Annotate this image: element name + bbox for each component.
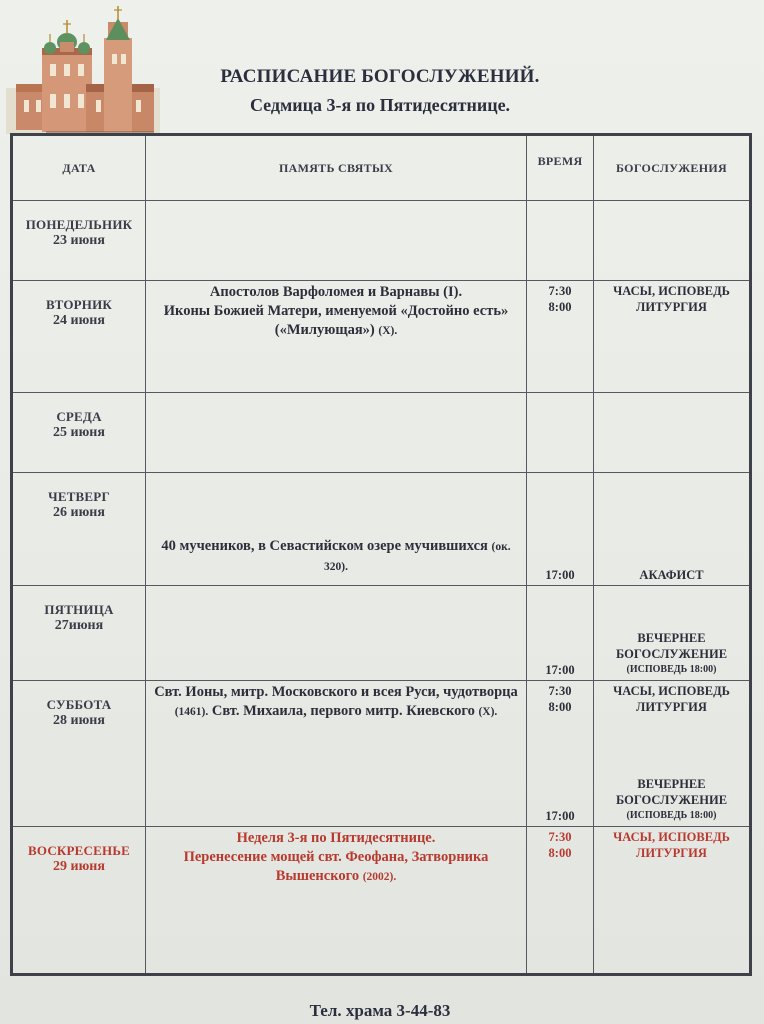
service-name: ЧАСЫ, ИСПОВЕДЬ (613, 830, 730, 844)
time-cell (527, 586, 594, 681)
saints-line: Неделя 3-я по Пятидесятнице. (236, 830, 436, 846)
day-cell (12, 827, 146, 975)
day-name: ЧЕТВЕРГ (48, 489, 110, 504)
saints-text: 40 мучеников, в Севастийском озере мучившихся (161, 538, 492, 554)
saints-year: (ок. 320). (324, 541, 511, 573)
day-date: 26 июня (53, 505, 105, 520)
header-row (12, 135, 751, 201)
saints-year: (X). (378, 325, 398, 337)
service-name: ЛИТУРГИЯ (636, 300, 707, 314)
saints-cell (146, 827, 527, 975)
page-subtitle: Седмица 3-я по Пятидесятнице. (249, 95, 511, 115)
saints-cell (146, 281, 527, 393)
services-cell (594, 827, 751, 975)
column-header-date: ДАТА (12, 135, 146, 201)
day-date: 23 июня (53, 233, 105, 248)
table-row-monday (12, 201, 751, 281)
saints-line: Апостолов Варфоломея и Варнавы (I). (209, 284, 463, 300)
saints-text: Перенесение мощей свт. Феофана, Затворника Вышенского (183, 849, 489, 884)
saints-cell (146, 201, 527, 281)
day-name: ПЯТНИЦА (44, 602, 114, 617)
service-name: ЛИТУРГИЯ (636, 846, 707, 860)
service-name: ВЕЧЕРНЕЕ (637, 631, 706, 645)
service-name-evening: АКАФИСТ (639, 568, 704, 582)
saints-cell (146, 393, 527, 473)
saints-text: Свт. Михаила, первого митр. Киевского (208, 703, 479, 719)
time-cell (527, 281, 594, 393)
saints-line (154, 683, 518, 722)
services-cell (594, 681, 751, 827)
service-name: ЛИТУРГИЯ (636, 700, 707, 714)
services-cell (594, 281, 751, 393)
saints-cell (146, 473, 527, 586)
day-name: ВОСКРЕСЕНЬЕ (27, 843, 130, 858)
saints-cell (146, 681, 527, 827)
time-value-evening: 17:00 (545, 809, 575, 823)
day-name: ПОНЕДЕЛЬНИК (25, 217, 133, 232)
day-cell (12, 393, 146, 473)
table-row-tuesday (12, 281, 751, 393)
services-cell (594, 393, 751, 473)
service-evening-block (594, 776, 749, 824)
column-header-saints: ПАМЯТЬ СВЯТЫХ (146, 135, 527, 201)
day-name: ВТОРНИК (45, 297, 113, 312)
time-value: 8:00 (548, 300, 572, 314)
time-cell (527, 201, 594, 281)
saints-text: Иконы Божией Матери, именуемой «Достойно есть» («Милующая») (163, 303, 509, 338)
time-value: 7:30 (548, 684, 572, 698)
table-row-saturday (12, 681, 751, 827)
day-cell (12, 681, 146, 827)
day-name: СУББОТА (46, 697, 112, 712)
church-illustration (6, 4, 160, 134)
saints-text: Свт. Ионы, митр. Московского и всея Руси, чудотворца (154, 684, 518, 700)
saints-year: (1461). (174, 706, 209, 718)
day-date: 25 июня (53, 425, 105, 440)
saints-cell (146, 586, 527, 681)
time-value-evening: 17:00 (545, 663, 575, 677)
time-value: 7:30 (548, 830, 572, 844)
church-phone: Тел. храма 3-44-83 (309, 1001, 451, 1020)
table-row-thursday (12, 473, 751, 586)
time-value: 8:00 (548, 700, 572, 714)
day-date: 29 июня (53, 859, 105, 874)
table-row-friday (12, 586, 751, 681)
service-name: ЧАСЫ, ИСПОВЕДЬ (613, 284, 730, 298)
day-name: СРЕДА (56, 409, 102, 424)
saints-year: (2002). (362, 871, 397, 883)
page-title: РАСПИСАНИЕ БОГОСЛУЖЕНИЙ. (220, 66, 540, 87)
time-cell (527, 681, 594, 827)
schedule-table (10, 133, 752, 976)
service-name: ЧАСЫ, ИСПОВЕДЬ (613, 684, 730, 698)
saints-line (154, 537, 518, 577)
saints-line (154, 848, 518, 887)
time-cell (527, 473, 594, 586)
saints-year: (X). (478, 706, 498, 718)
service-evening-block (594, 630, 749, 678)
time-cell (527, 393, 594, 473)
column-header-time: ВРЕМЯ (527, 135, 594, 201)
time-value: 7:30 (548, 284, 572, 298)
day-date: 28 июня (53, 713, 105, 728)
service-note: (ИСПОВЕДЬ 18:00) (626, 810, 717, 821)
time-value-evening: 17:00 (545, 568, 575, 582)
table-row-wednesday (12, 393, 751, 473)
services-cell (594, 201, 751, 281)
time-cell (527, 827, 594, 975)
day-cell (12, 473, 146, 586)
service-name: БОГОСЛУЖЕНИЕ (615, 647, 728, 661)
services-cell (594, 473, 751, 586)
table-row-sunday (12, 827, 751, 975)
service-name: ВЕЧЕРНЕЕ (637, 777, 706, 791)
services-cell (594, 586, 751, 681)
saints-line (154, 302, 518, 341)
service-name: БОГОСЛУЖЕНИЕ (615, 793, 728, 807)
column-header-services: БОГОСЛУЖЕНИЯ (594, 135, 751, 201)
day-date: 24 июня (53, 313, 105, 328)
day-date: 27июня (54, 618, 104, 633)
day-cell (12, 586, 146, 681)
service-note: (ИСПОВЕДЬ 18:00) (626, 664, 717, 675)
day-cell (12, 201, 146, 281)
day-cell (12, 281, 146, 393)
time-value: 8:00 (548, 846, 572, 860)
